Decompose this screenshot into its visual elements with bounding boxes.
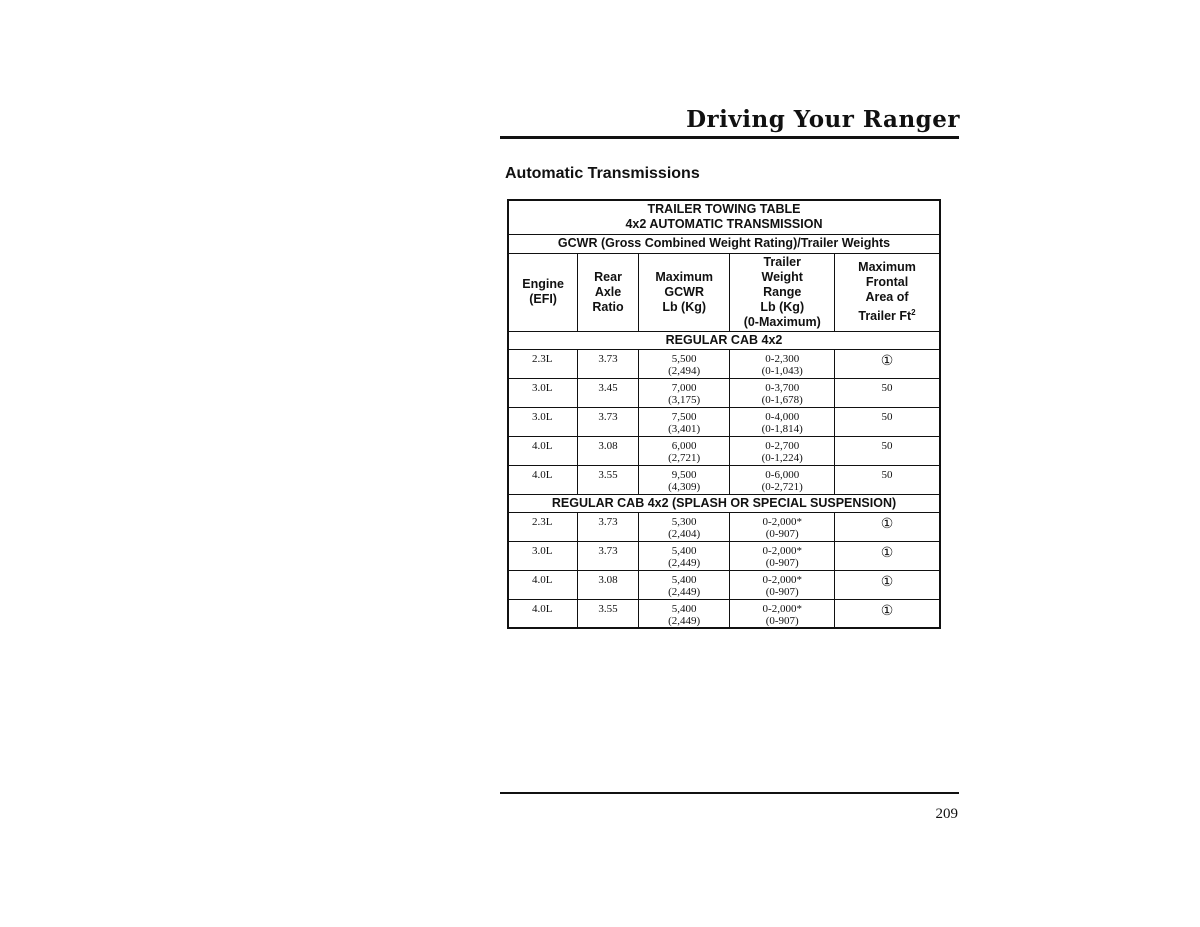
trailer-kg: (0-2,721): [761, 480, 803, 493]
engine-value: 4.0L: [532, 439, 553, 452]
table-row: [508, 378, 940, 407]
gcwr-kg: (2,494): [668, 364, 701, 377]
frontal-area-value: 50: [881, 439, 893, 452]
gcwr-cell: [638, 465, 730, 494]
trailer-weight-cell: [730, 465, 835, 494]
axle-value: 3.45: [598, 381, 618, 394]
trailer-weight-cell: [730, 378, 835, 407]
trailer-kg: (0-1,814): [761, 422, 803, 435]
axle-cell: [578, 512, 639, 541]
axle-value: 3.73: [598, 410, 618, 423]
column-header-gcwr: [638, 253, 730, 331]
frontal-area-cell: [835, 512, 941, 541]
axle-cell: [578, 436, 639, 465]
table-title-line-2: 4x2 AUTOMATIC TRANSMISSION: [625, 217, 823, 232]
section-title: Automatic Transmissions: [505, 165, 700, 182]
engine-cell: [508, 465, 578, 494]
column-header-line: Lb (Kg): [760, 299, 805, 314]
trailer-lb: 0-2,000*: [762, 515, 802, 528]
gcwr-lb: 7,500: [671, 410, 697, 423]
gcwr-lb: 6,000: [671, 439, 697, 452]
table-row: [508, 436, 940, 465]
engine-cell: [508, 407, 578, 436]
engine-value: 4.0L: [532, 602, 553, 615]
engine-value: 4.0L: [532, 468, 553, 481]
footer-rule: [500, 792, 959, 794]
column-header-line: Maximum: [858, 259, 916, 274]
circled-one-icon: ①: [880, 545, 894, 561]
gcwr-kg: (2,449): [668, 556, 701, 569]
column-header-line: Frontal: [865, 274, 909, 289]
column-header-line: Rear: [594, 269, 622, 284]
table-row: [508, 407, 940, 436]
gcwr-cell: [638, 570, 730, 599]
engine-value: 2.3L: [532, 515, 553, 528]
axle-value: 3.55: [598, 468, 618, 481]
frontal-area-cell: [835, 378, 941, 407]
gcwr-cell: [638, 512, 730, 541]
column-header-line: Trailer: [763, 254, 801, 269]
gcwr-kg: (3,401): [668, 422, 701, 435]
gcwr-kg: (4,309): [668, 480, 701, 493]
trailer-kg: (0-1,678): [761, 393, 803, 406]
column-header-engine: [508, 253, 578, 331]
trailer-kg: (0-1,224): [761, 451, 803, 464]
table-row: [508, 570, 940, 599]
engine-cell: [508, 570, 578, 599]
trailer-kg: (0-907): [765, 614, 799, 627]
engine-cell: [508, 378, 578, 407]
gcwr-lb: 5,400: [671, 573, 697, 586]
frontal-area-cell: [835, 465, 941, 494]
trailer-weight-cell: [730, 512, 835, 541]
column-header-line: Engine: [522, 277, 564, 291]
column-header-trailer-weight: [730, 253, 835, 331]
gcwr-lb: 5,500: [671, 352, 697, 365]
column-header-line: Range: [763, 284, 802, 299]
table-title: [508, 200, 940, 234]
axle-value: 3.73: [598, 352, 618, 365]
gcwr-lb: 5,300: [671, 515, 697, 528]
gcwr-kg: (2,449): [668, 614, 701, 627]
axle-cell: [578, 378, 639, 407]
gcwr-kg: (2,449): [668, 585, 701, 598]
frontal-area-cell: [835, 570, 941, 599]
trailer-weight-cell: [730, 570, 835, 599]
trailer-lb: 0-3,700: [765, 381, 800, 394]
engine-value: 3.0L: [532, 381, 553, 394]
trailer-weight-cell: [730, 349, 835, 378]
trailer-weight-cell: [730, 599, 835, 628]
table-row: [508, 541, 940, 570]
frontal-unit: Trailer Ft: [858, 309, 912, 324]
circled-one-icon: ①: [880, 516, 894, 532]
frontal-area-cell: [835, 599, 941, 628]
table-row: [508, 349, 940, 378]
frontal-area-cell: [835, 436, 941, 465]
column-header-line: Ratio: [592, 299, 624, 314]
gcwr-cell: [638, 541, 730, 570]
column-header-line: Lb (Kg): [662, 299, 707, 314]
axle-value: 3.08: [598, 439, 618, 452]
trailer-weight-cell: [730, 407, 835, 436]
header-rule: [500, 136, 959, 139]
column-header-line: (0-Maximum): [743, 314, 821, 329]
engine-value: 3.0L: [532, 544, 553, 557]
table-row: [508, 512, 940, 541]
table-title-line-1: TRAILER TOWING TABLE: [647, 202, 801, 217]
circled-one-icon: ①: [880, 353, 894, 369]
frontal-unit-exponent: 2: [911, 307, 916, 317]
trailer-lb: 0-2,000*: [762, 573, 802, 586]
trailer-lb: 0-2,700: [765, 439, 800, 452]
frontal-area-value: 50: [881, 410, 893, 423]
gcwr-lb: 5,400: [671, 602, 697, 615]
gcwr-lb: 9,500: [671, 468, 697, 481]
engine-cell: [508, 599, 578, 628]
frontal-area-value: 50: [881, 381, 893, 394]
column-header-line: Maximum: [655, 269, 713, 284]
column-header-frontal-area: [835, 253, 941, 331]
table-row: [508, 599, 940, 628]
engine-cell: [508, 541, 578, 570]
circled-one-icon: ①: [880, 574, 894, 590]
axle-cell: [578, 349, 639, 378]
engine-value: 3.0L: [532, 410, 553, 423]
axle-cell: [578, 599, 639, 628]
trailer-lb: 0-2,300: [765, 352, 800, 365]
page-number: 209: [935, 806, 958, 822]
gcwr-kg: (2,404): [668, 527, 701, 540]
axle-value: 3.73: [598, 544, 618, 557]
table-subtitle: GCWR (Gross Combined Weight Rating)/Trailer Weights: [508, 234, 940, 253]
page-header-title: Driving Your Ranger: [686, 106, 960, 133]
group-header: REGULAR CAB 4x2: [508, 331, 940, 349]
axle-cell: [578, 465, 639, 494]
trailer-lb: 0-6,000: [765, 468, 800, 481]
frontal-area-cell: [835, 349, 941, 378]
trailer-kg: (0-907): [765, 585, 799, 598]
engine-cell: [508, 512, 578, 541]
frontal-area-value: 50: [881, 468, 893, 481]
column-header-line: [835, 305, 939, 324]
trailer-lb: 0-2,000*: [762, 602, 802, 615]
trailer-lb: 0-4,000: [765, 410, 800, 423]
engine-cell: [508, 349, 578, 378]
engine-value: 2.3L: [532, 352, 553, 365]
column-header-line: Axle: [594, 284, 622, 299]
trailer-kg: (0-907): [765, 527, 799, 540]
axle-value: 3.08: [598, 573, 618, 586]
gcwr-lb: 7,000: [671, 381, 697, 394]
trailer-weight-cell: [730, 436, 835, 465]
column-header-line: GCWR: [664, 284, 704, 299]
gcwr-kg: (2,721): [668, 451, 701, 464]
axle-value: 3.55: [598, 602, 618, 615]
frontal-area-cell: [835, 407, 941, 436]
trailer-kg: (0-1,043): [761, 364, 803, 377]
trailer-lb: 0-2,000*: [762, 544, 802, 557]
engine-value: 4.0L: [532, 573, 553, 586]
axle-cell: [578, 570, 639, 599]
axle-cell: [578, 541, 639, 570]
column-header-line: Weight: [761, 269, 803, 284]
axle-cell: [578, 407, 639, 436]
gcwr-cell: [638, 436, 730, 465]
axle-value: 3.73: [598, 515, 618, 528]
circled-one-icon: ①: [880, 603, 894, 619]
trailer-kg: (0-907): [765, 556, 799, 569]
gcwr-cell: [638, 407, 730, 436]
trailer-weight-cell: [730, 541, 835, 570]
column-header-axle: [578, 253, 639, 331]
group-header: REGULAR CAB 4x2 (SPLASH OR SPECIAL SUSPENSION): [508, 494, 940, 512]
column-header-line: (EFI): [529, 292, 557, 306]
engine-cell: [508, 436, 578, 465]
gcwr-kg: (3,175): [668, 393, 701, 406]
frontal-area-cell: [835, 541, 941, 570]
table-row: [508, 465, 940, 494]
trailer-towing-table: [507, 199, 941, 629]
gcwr-cell: [638, 599, 730, 628]
gcwr-lb: 5,400: [671, 544, 697, 557]
gcwr-cell: [638, 378, 730, 407]
column-header-line: Area of: [865, 289, 909, 304]
gcwr-cell: [638, 349, 730, 378]
